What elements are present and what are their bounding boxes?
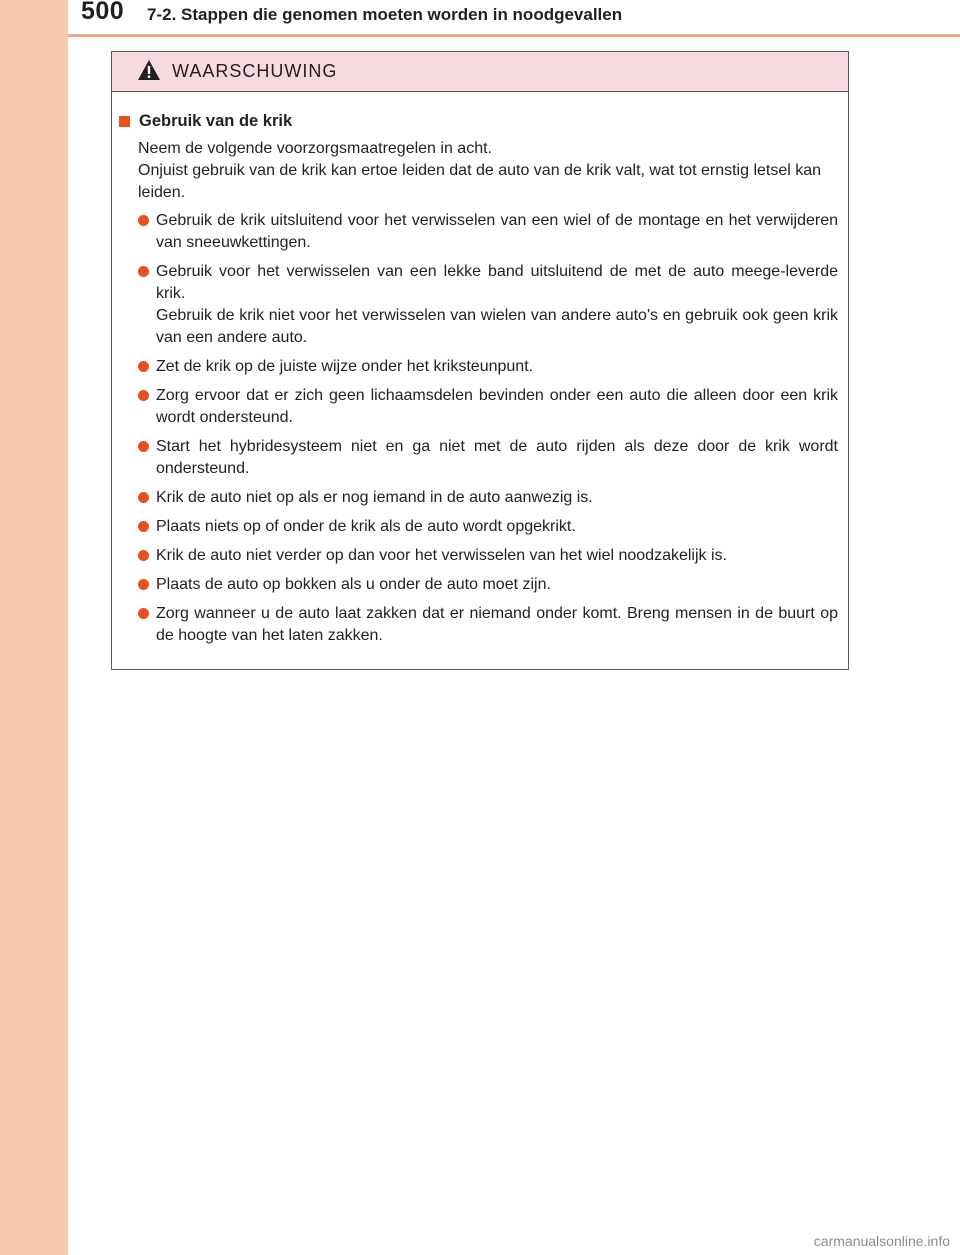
intro-line: Onjuist gebruik van de krik kan ertoe leiden dat de auto van de krik valt, wat tot ernstig letsel kan leiden. <box>138 162 822 201</box>
warning-box <box>111 51 849 670</box>
list-item-text: Krik de auto niet verder op dan voor het verwisselen van het wiel noodzakelijk is. <box>156 547 727 564</box>
section-title: 7-2. Stappen die genomen moeten worden in noodgevallen <box>147 5 623 24</box>
watermark: carmanualsonline.info <box>813 1233 950 1249</box>
list-item-text: Gebruik voor het verwisselen van een lekke band uitsluitend de met de auto meege-leverde krik. <box>156 263 838 302</box>
warning-title: WAARSCHUWING <box>172 61 338 81</box>
list-item <box>138 574 838 596</box>
warning-body <box>112 92 848 647</box>
list-item <box>138 487 838 509</box>
list-item-text: Plaats de auto op bokken als u onder de auto moet zijn. <box>156 576 551 593</box>
list-item-text: Plaats niets op of onder de krik als de auto wordt opgekrikt. <box>156 518 576 535</box>
list-item <box>138 261 838 349</box>
warning-heading-row <box>119 110 838 132</box>
bullet-dot-icon <box>138 215 149 226</box>
list-item-text: Gebruik de krik uitsluitend voor het verwisselen van een wiel of de montage en het verwijderen van sneeuwkettingen. <box>156 212 838 251</box>
bullet-dot-icon <box>138 361 149 372</box>
chapter-side-bar <box>0 0 68 1255</box>
warning-header <box>112 52 848 92</box>
list-item <box>138 210 838 254</box>
warning-triangle-icon <box>137 59 161 81</box>
list-item <box>138 436 838 480</box>
precaution-list <box>119 210 838 647</box>
bullet-dot-icon <box>138 441 149 452</box>
bullet-dot-icon <box>138 266 149 277</box>
page-number: 500 <box>81 0 125 25</box>
list-item <box>138 545 838 567</box>
bullet-dot-icon <box>138 608 149 619</box>
list-item-text: Start het hybridesysteem niet en ga niet met de auto rijden als deze door de krik wordt ondersteund. <box>156 438 838 477</box>
bullet-dot-icon <box>138 579 149 590</box>
list-item <box>138 603 838 647</box>
header-divider <box>68 34 960 37</box>
warning-intro <box>138 138 838 204</box>
square-bullet-icon <box>119 116 130 127</box>
bullet-dot-icon <box>138 390 149 401</box>
intro-line: Neem de volgende voorzorgsmaatregelen in acht. <box>138 140 492 157</box>
list-item-text: Zet de krik op de juiste wijze onder het kriksteunpunt. <box>156 358 534 375</box>
list-item-text: Zorg ervoor dat er zich geen lichaamsdelen bevinden onder een auto die alleen door een krik wordt ondersteund. <box>156 387 838 426</box>
list-item <box>138 356 838 378</box>
bullet-dot-icon <box>138 550 149 561</box>
list-item-text: Krik de auto niet op als er nog iemand in de auto aanwezig is. <box>156 489 593 506</box>
list-item <box>138 385 838 429</box>
list-item-text: Gebruik de krik niet voor het verwisselen van wielen van andere auto's en gebruik ook geen krik van een andere auto. <box>156 307 838 346</box>
list-item-text: Zorg wanneer u de auto laat zakken dat er niemand onder komt. Breng mensen in de buurt op de hoogte van het laten zakken. <box>156 605 838 644</box>
bullet-dot-icon <box>138 521 149 532</box>
list-item <box>138 516 838 538</box>
bullet-dot-icon <box>138 492 149 503</box>
warning-heading: Gebruik van de krik <box>139 112 293 130</box>
